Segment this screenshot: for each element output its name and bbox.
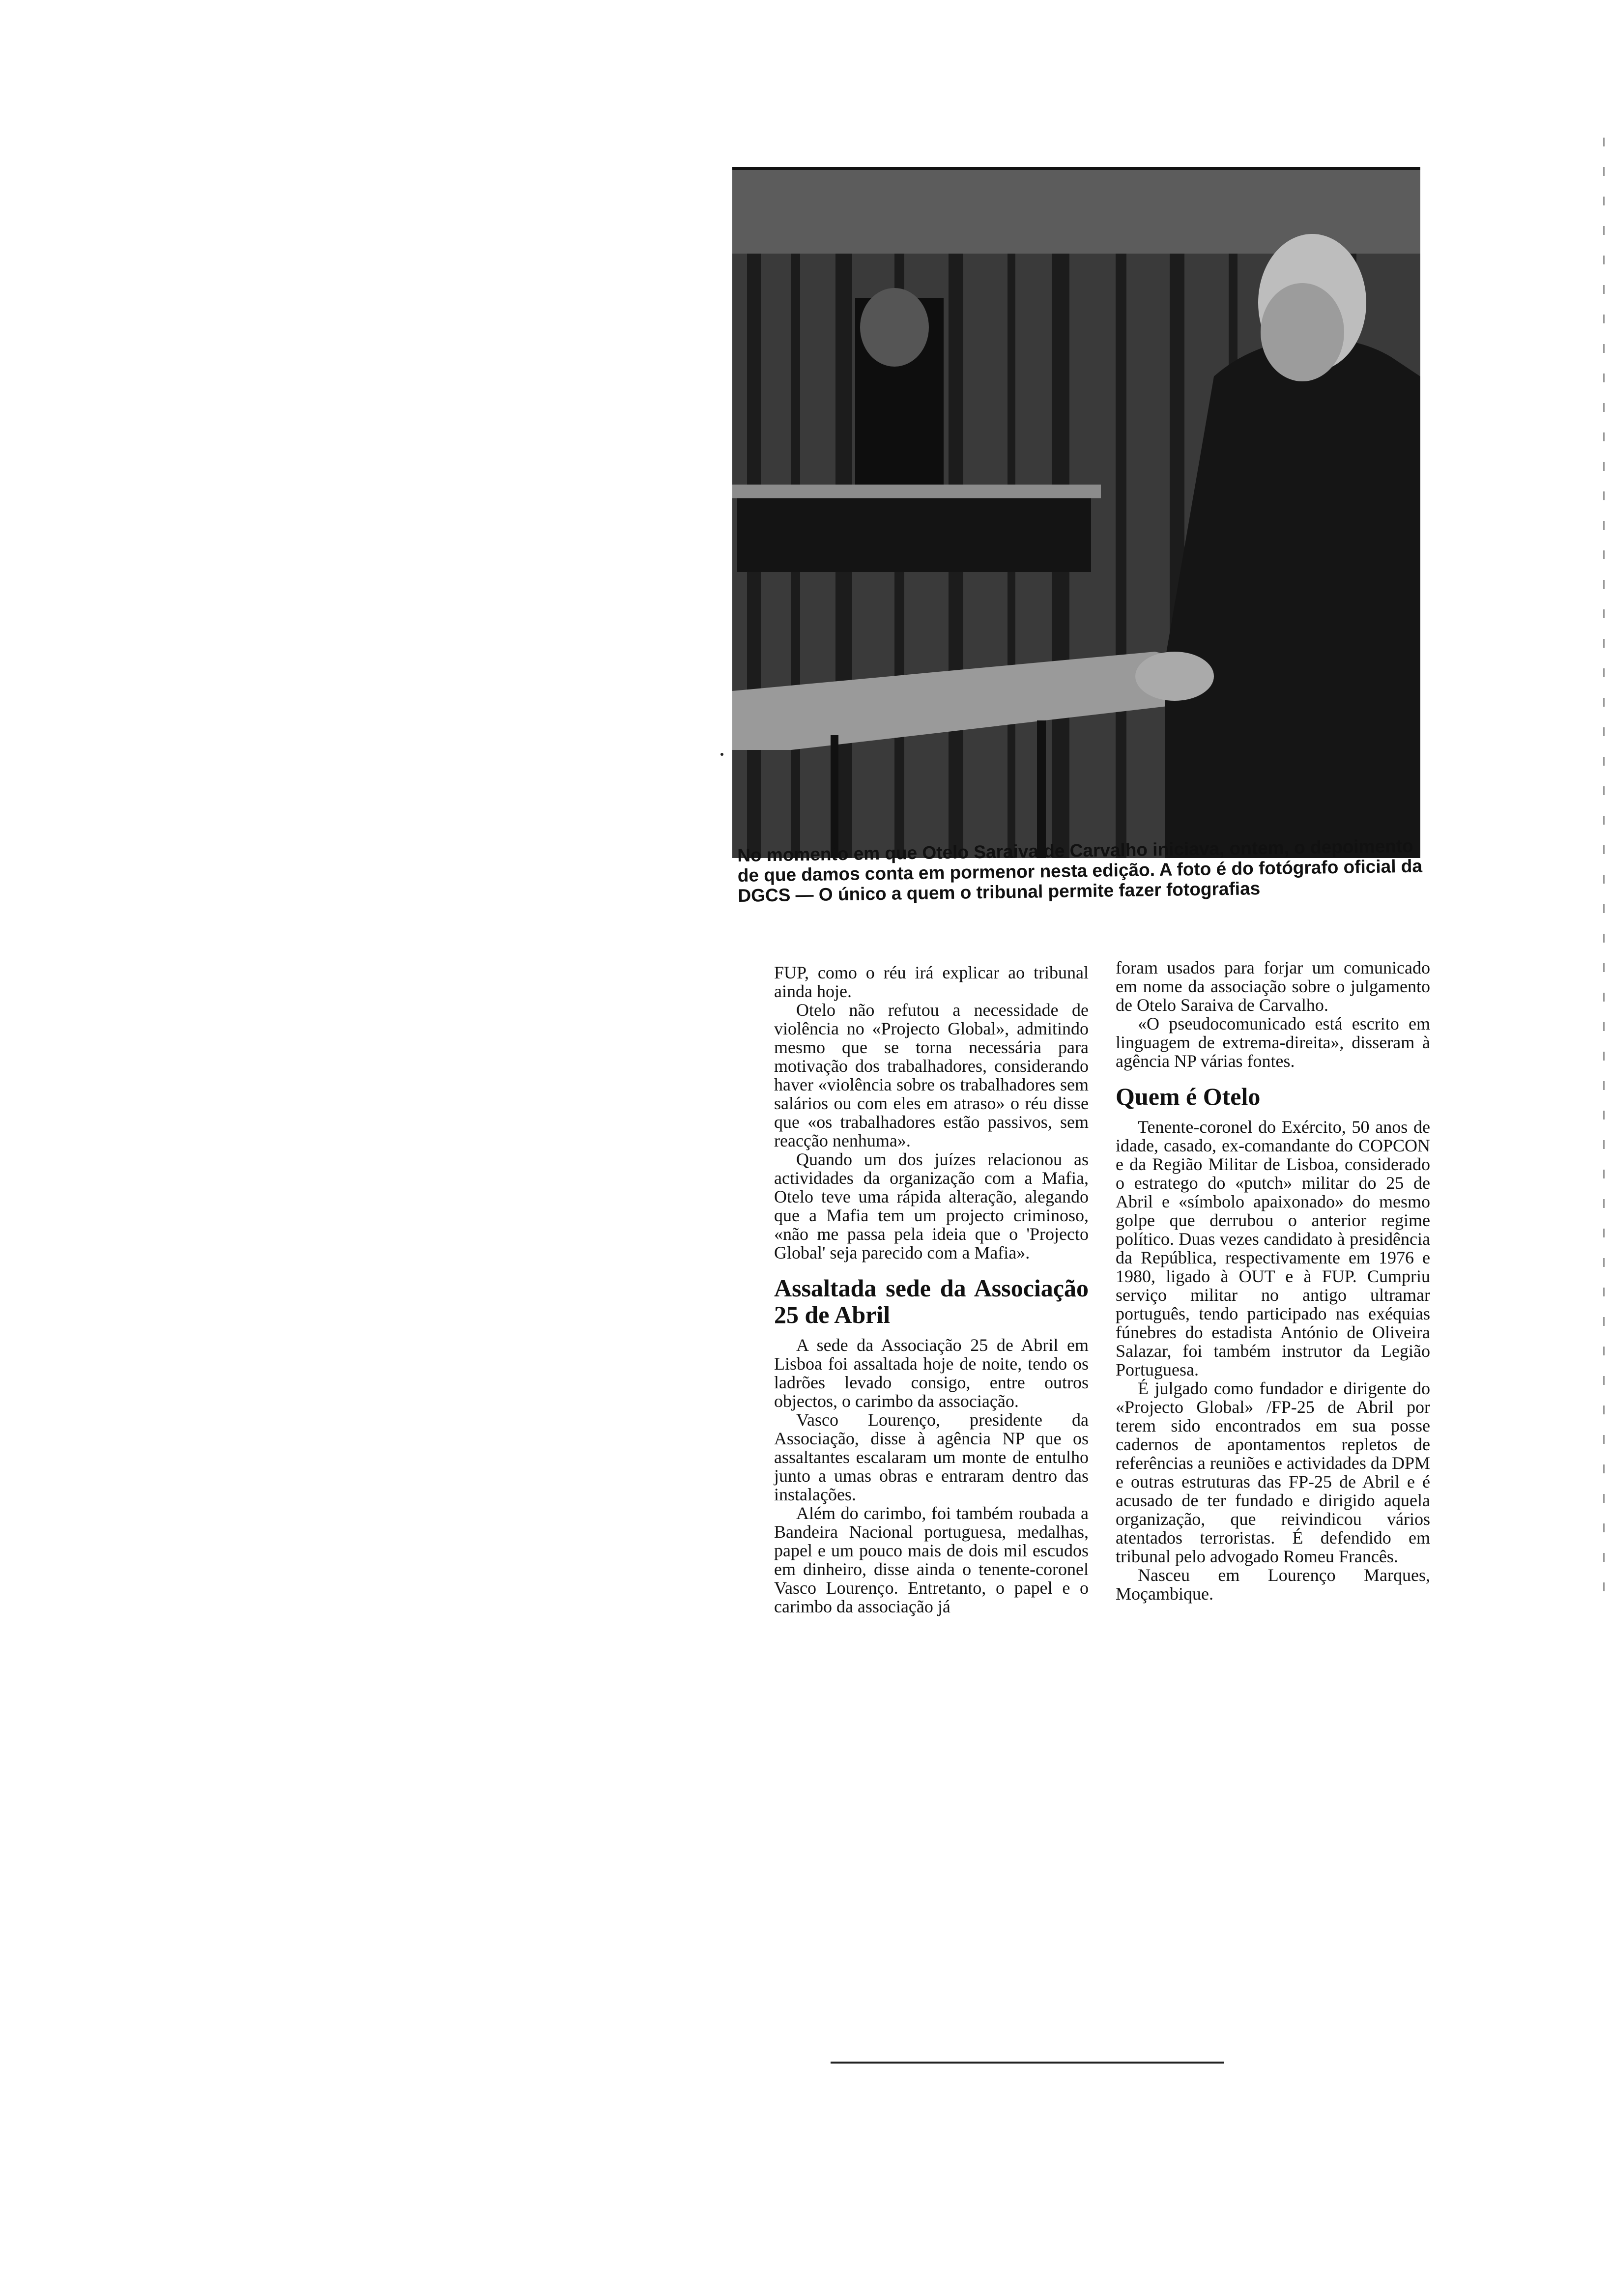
newspaper-clipping (727, 167, 1430, 2079)
court-photo (732, 167, 1420, 858)
scan-edge-artifact (1603, 138, 1605, 1612)
article-right-column (1116, 958, 1430, 1603)
paragraph: foram usados para forjar um comunicado em nome da associação sobre o julgamento de Otelo Saraiva de Carvalho. (1116, 958, 1430, 1015)
paragraph: É julgado como fundador e dirigente do «Projecto Global» /FP-25 de Abril por terem sido encontrados em sua posse cadernos de apontamentos repletos de referências a reuniões e actividades da DPM e outras estruturas das FP-25 de Abril e é acusado de ter fundado e dirigido aquela organização, que reivindicou vários atentados terroristas. É defendido em tribunal pelo advogado Romeu Francês. (1116, 1378, 1430, 1566)
section-heading: Assaltada sede da Associação 25 de Abril (774, 1274, 1089, 1328)
article-left-column (774, 963, 1089, 1616)
bottom-rule (831, 2062, 1224, 2064)
paragraph: Tenente-coronel do Exército, 50 anos de idade, casado, ex-comandante do COPCON e da Região Militar de Lisboa, considerado o estratego do «putch» militar do 25 de Abril e «símbolo apaixonado» do mesmo golpe que derrubou o anterior regime político. Duas vezes candidato à presidência da República, respectivamente em 1976 e 1980, ligado à OUT e à FUP. Cumpriu serviço militar no antigo ultramar português, tendo participado nas exéquias fúnebres do estadista António de Oliveira Salazar, foi também instrutor da Legião Portuguesa. (1116, 1117, 1430, 1379)
photo-caption: No momento em que Otelo Saraiva de Carvalho iniciava, ontem, o depoimento de que damos conta em pormenor nesta edição. A foto é do fotógrafo oficial da DGCS — O único a quem o tribunal permite fazer fotografias (737, 835, 1423, 906)
paragraph: Quando um dos juízes relacionou as actividades da organização com a Mafia, Otelo teve uma rápida alteração, alegando que a Mafia tem um projecto criminoso, «não me passa pela ideia que o 'Projecto Global' seja parecido com a Mafia». (774, 1149, 1089, 1263)
paragraph: «O pseudocomunicado está escrito em linguagem de extrema-direita», disseram à agência NP várias fontes. (1116, 1014, 1430, 1071)
paragraph: A sede da Associação 25 de Abril em Lisboa foi assaltada hoje de noite, tendo os ladrões levado consigo, entre outros objectos, o carimbo da associação. (774, 1335, 1089, 1411)
scan-speck (720, 753, 723, 756)
paragraph: Além do carimbo, foi também roubada a Bandeira Nacional portuguesa, medalhas, papel e um pouco mais de dois mil escudos em dinheiro, disse ainda o tenente-coronel Vasco Lourenço. Entretanto, o papel e o carimbo da associação já (774, 1503, 1089, 1616)
paragraph: Otelo não refutou a necessidade de violência no «Projecto Global», admitindo mesmo que se torna necessária para motivação dos trabalhadores, considerando haver «violência sobre os trabalhadores sem salários ou com eles em atraso» o réu disse que «os trabalhadores estão passivos, sem reacção nenhuma». (774, 1000, 1089, 1150)
section-heading: Quem é Otelo (1116, 1083, 1261, 1110)
paragraph: FUP, como o réu irá explicar ao tribunal ainda hoje. (774, 963, 1089, 1001)
paragraph: Vasco Lourenço, presidente da Associação, disse à agência NP que os assaltantes escalaram um monte de entulho junto a umas obras e entraram dentro das instalações. (774, 1410, 1089, 1504)
paragraph: Nasceu em Lourenço Marques, Moçambique. (1116, 1565, 1430, 1604)
